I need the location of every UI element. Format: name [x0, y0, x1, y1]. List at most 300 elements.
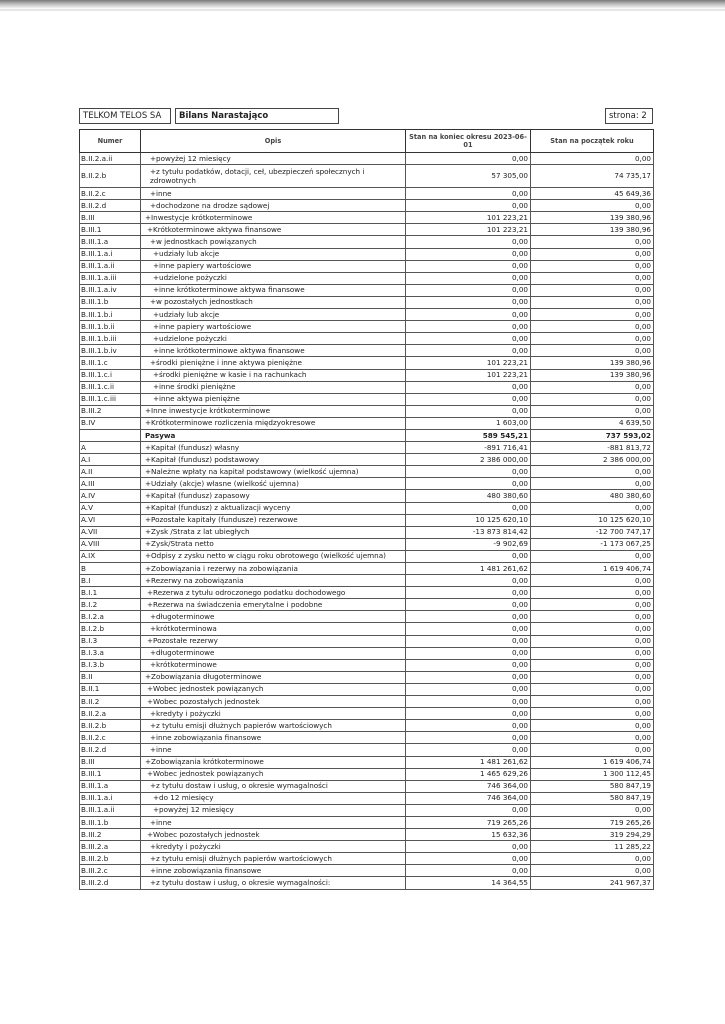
value-start-of-year: 0,00: [531, 200, 654, 212]
value-end-of-period: 0,00: [406, 309, 531, 321]
value-end-of-period: 480 380,60: [406, 490, 531, 502]
row-description: +Należne wpłaty na kapitał podstawowy (wielkość ujemna): [141, 466, 406, 478]
row-code: B.III.1.b.i: [80, 309, 141, 321]
row-code: B.III: [80, 212, 141, 224]
value-start-of-year: 0,00: [531, 296, 654, 308]
table-row: [80, 635, 654, 647]
value-start-of-year: 0,00: [531, 393, 654, 405]
table-row: [80, 502, 654, 514]
row-description: +Zobowiązania i rezerwy na zobowiązania: [141, 563, 406, 575]
table-row: [80, 526, 654, 538]
table-row: [80, 345, 654, 357]
value-end-of-period: 1 481 261,62: [406, 563, 531, 575]
value-end-of-period: -9 902,69: [406, 538, 531, 550]
row-description: +z tytułu emisji dłużnych papierów wartościowych: [141, 853, 406, 865]
table-row: [80, 696, 654, 708]
value-end-of-period: -891 716,41: [406, 442, 531, 454]
table-row: [80, 792, 654, 804]
value-start-of-year: 0,00: [531, 853, 654, 865]
value-end-of-period: 57 305,00: [406, 165, 531, 188]
row-code: B.III.2.a: [80, 841, 141, 853]
value-start-of-year: 580 847,19: [531, 780, 654, 792]
row-description: +Zobowiązania długoterminowe: [141, 671, 406, 683]
row-description: +Wobec jednostek powiązanych: [141, 768, 406, 780]
row-description: +Rezerwa z tytułu odroczonego podatku dochodowego: [141, 587, 406, 599]
row-code: B.III.2: [80, 829, 141, 841]
row-description: +środki pieniężne i inne aktywa pieniężne: [141, 357, 406, 369]
value-end-of-period: 0,00: [406, 720, 531, 732]
value-start-of-year: 0,00: [531, 405, 654, 417]
row-description: +inne zobowiązania finansowe: [141, 732, 406, 744]
row-code: [80, 429, 141, 441]
value-end-of-period: 0,00: [406, 284, 531, 296]
row-code: B.III.1.b.iii: [80, 333, 141, 345]
value-end-of-period: 0,00: [406, 659, 531, 671]
value-start-of-year: -881 813,72: [531, 442, 654, 454]
row-code: B.II.2: [80, 696, 141, 708]
row-code: B.III.1.a.iv: [80, 284, 141, 296]
value-start-of-year: 139 380,96: [531, 224, 654, 236]
value-end-of-period: 0,00: [406, 635, 531, 647]
value-start-of-year: 139 380,96: [531, 369, 654, 381]
row-description: +Rezerwy na zobowiązania: [141, 575, 406, 587]
value-start-of-year: 0,00: [531, 647, 654, 659]
value-end-of-period: 0,00: [406, 296, 531, 308]
row-description: +Kapitał (fundusz) zapasowy: [141, 490, 406, 502]
row-code: B.III.1: [80, 224, 141, 236]
value-end-of-period: 101 223,21: [406, 212, 531, 224]
table-row: [80, 514, 654, 526]
value-end-of-period: 0,00: [406, 623, 531, 635]
row-code: A.VI: [80, 514, 141, 526]
row-description: +długoterminowe: [141, 611, 406, 623]
page-number: strona: 2: [605, 108, 653, 124]
value-end-of-period: 15 632,36: [406, 829, 531, 841]
row-code: B.III.1.a: [80, 780, 141, 792]
value-end-of-period: 0,00: [406, 272, 531, 284]
value-end-of-period: 0,00: [406, 744, 531, 756]
value-end-of-period: 0,00: [406, 466, 531, 478]
table-row: [80, 647, 654, 659]
value-start-of-year: 0,00: [531, 720, 654, 732]
row-code: B.II.2.b: [80, 720, 141, 732]
row-code: B.II.1: [80, 683, 141, 695]
value-start-of-year: 10 125 620,10: [531, 514, 654, 526]
row-description: +inne środki pieniężne: [141, 381, 406, 393]
row-description: +Pozostałe rezerwy: [141, 635, 406, 647]
value-end-of-period: 0,00: [406, 381, 531, 393]
row-code: B.I.2.b: [80, 623, 141, 635]
table-row: [80, 865, 654, 877]
row-description: +powyżej 12 miesięcy: [141, 804, 406, 816]
table-row: [80, 780, 654, 792]
row-description: +kredyty i pożyczki: [141, 841, 406, 853]
value-end-of-period: 0,00: [406, 248, 531, 260]
table-row: [80, 756, 654, 768]
scan-edge-line: [0, 9, 725, 11]
table-row: [80, 732, 654, 744]
row-description: +z tytułu emisji dłużnych papierów wartościowych: [141, 720, 406, 732]
value-start-of-year: 0,00: [531, 804, 654, 816]
row-code: B.IV: [80, 417, 141, 429]
column-header-numer: Numer: [80, 130, 141, 153]
value-start-of-year: 74 735,17: [531, 165, 654, 188]
value-end-of-period: 0,00: [406, 236, 531, 248]
value-end-of-period: 10 125 620,10: [406, 514, 531, 526]
table-row: [80, 829, 654, 841]
row-description: +Odpisy z zysku netto w ciągu roku obrotowego (wielkość ujemna): [141, 550, 406, 562]
row-code: A: [80, 442, 141, 454]
table-row: [80, 575, 654, 587]
value-start-of-year: 0,00: [531, 683, 654, 695]
table-row: [80, 478, 654, 490]
column-header-start-of-year: Stan na początek roku: [531, 130, 654, 153]
value-start-of-year: 0,00: [531, 635, 654, 647]
column-header-opis: Opis: [141, 130, 406, 153]
value-end-of-period: 0,00: [406, 683, 531, 695]
table-row: [80, 248, 654, 260]
row-code: B.I.3.a: [80, 647, 141, 659]
table-row: [80, 490, 654, 502]
row-description: +inne papiery wartościowe: [141, 321, 406, 333]
row-code: B.III.1.a.i: [80, 792, 141, 804]
row-description: +Udziały (akcje) własne (wielkość ujemna): [141, 478, 406, 490]
row-code: B.I.3.b: [80, 659, 141, 671]
column-header-end-of-period: Stan na koniec okresu 2023-06-01: [406, 130, 531, 153]
table-row: [80, 683, 654, 695]
row-description: +udziały lub akcje: [141, 309, 406, 321]
table-row: [80, 357, 654, 369]
table-row: [80, 550, 654, 562]
table-row: [80, 200, 654, 212]
table-row: [80, 563, 654, 575]
value-end-of-period: 1 481 261,62: [406, 756, 531, 768]
value-start-of-year: 2 386 000,00: [531, 454, 654, 466]
value-start-of-year: 737 593,02: [531, 429, 654, 441]
value-end-of-period: 101 223,21: [406, 369, 531, 381]
row-description: +środki pieniężne w kasie i na rachunkach: [141, 369, 406, 381]
row-code: B.III.1.b: [80, 296, 141, 308]
value-end-of-period: 101 223,21: [406, 357, 531, 369]
row-code: B: [80, 563, 141, 575]
value-start-of-year: 0,00: [531, 272, 654, 284]
value-end-of-period: 0,00: [406, 188, 531, 200]
table-row: [80, 744, 654, 756]
table-row: [80, 708, 654, 720]
table-row: [80, 587, 654, 599]
value-start-of-year: 0,00: [531, 744, 654, 756]
row-code: B.III.1.a: [80, 236, 141, 248]
row-code: B.III.1.b.ii: [80, 321, 141, 333]
row-description: +Zysk/Strata netto: [141, 538, 406, 550]
row-description: +Wobec pozostałych jednostek: [141, 696, 406, 708]
table-row: [80, 877, 654, 889]
row-code: A.IV: [80, 490, 141, 502]
row-description: +inne: [141, 188, 406, 200]
value-end-of-period: 0,00: [406, 865, 531, 877]
value-start-of-year: 0,00: [531, 478, 654, 490]
value-end-of-period: 0,00: [406, 345, 531, 357]
value-end-of-period: 101 223,21: [406, 224, 531, 236]
row-description: +Inne inwestycje krótkoterminowe: [141, 405, 406, 417]
table-row: [80, 321, 654, 333]
row-description: +Inwestycje krótkoterminowe: [141, 212, 406, 224]
value-end-of-period: 0,00: [406, 153, 531, 165]
table-row: [80, 429, 654, 441]
table-row: [80, 853, 654, 865]
row-description: +Krótkoterminowe rozliczenia międzyokresowe: [141, 417, 406, 429]
balance-sheet-page: [79, 108, 653, 890]
table-row: [80, 333, 654, 345]
value-start-of-year: 0,00: [531, 550, 654, 562]
value-end-of-period: 0,00: [406, 732, 531, 744]
row-code: B.I.3: [80, 635, 141, 647]
row-description: +udzielone pożyczki: [141, 333, 406, 345]
value-start-of-year: 0,00: [531, 236, 654, 248]
value-start-of-year: 241 967,37: [531, 877, 654, 889]
value-end-of-period: 0,00: [406, 333, 531, 345]
table-row: [80, 369, 654, 381]
table-row: [80, 466, 654, 478]
value-end-of-period: 719 265,26: [406, 816, 531, 828]
table-row: [80, 768, 654, 780]
table-row: [80, 804, 654, 816]
value-start-of-year: 0,00: [531, 321, 654, 333]
row-code: A.IX: [80, 550, 141, 562]
value-end-of-period: 746 364,00: [406, 780, 531, 792]
row-code: B.III.1.c.i: [80, 369, 141, 381]
row-description: +udzielone pożyczki: [141, 272, 406, 284]
row-code: B.III.2.b: [80, 853, 141, 865]
table-header-row: [80, 130, 654, 153]
value-end-of-period: 0,00: [406, 611, 531, 623]
value-start-of-year: 0,00: [531, 248, 654, 260]
value-start-of-year: 45 649,36: [531, 188, 654, 200]
table-row: [80, 212, 654, 224]
value-end-of-period: 0,00: [406, 575, 531, 587]
row-description: +Rezerwa na świadczenia emerytalne i podobne: [141, 599, 406, 611]
value-end-of-period: 0,00: [406, 671, 531, 683]
row-description: +z tytułu dostaw i usług, o okresie wymagalności: [141, 780, 406, 792]
value-end-of-period: 0,00: [406, 696, 531, 708]
row-code: A.V: [80, 502, 141, 514]
row-code: B.II.2.c: [80, 188, 141, 200]
value-end-of-period: 0,00: [406, 647, 531, 659]
table-row: [80, 153, 654, 165]
value-start-of-year: 0,00: [531, 611, 654, 623]
table-row: [80, 841, 654, 853]
report-header: [79, 108, 653, 124]
row-description: +długoterminowe: [141, 647, 406, 659]
value-start-of-year: 0,00: [531, 599, 654, 611]
row-description: +z tytułu podatków, dotacji, ceł, ubezpieczeń społecznych i zdrowotnych: [141, 165, 406, 188]
value-start-of-year: 11 285,22: [531, 841, 654, 853]
table-row: [80, 188, 654, 200]
value-end-of-period: 0,00: [406, 321, 531, 333]
table-row: [80, 417, 654, 429]
value-end-of-period: 589 545,21: [406, 429, 531, 441]
table-row: [80, 538, 654, 550]
value-start-of-year: 0,00: [531, 284, 654, 296]
value-start-of-year: 1 619 406,74: [531, 563, 654, 575]
row-description: +udziały lub akcje: [141, 248, 406, 260]
row-code: B.II.2.d: [80, 200, 141, 212]
table-row: [80, 659, 654, 671]
table-body: [80, 153, 654, 890]
value-start-of-year: 719 265,26: [531, 816, 654, 828]
row-description: +Wobec jednostek powiązanych: [141, 683, 406, 695]
row-description: +inne: [141, 744, 406, 756]
value-start-of-year: 0,00: [531, 345, 654, 357]
row-description: +Zysk /Strata z lat ubiegłych: [141, 526, 406, 538]
row-code: B.III: [80, 756, 141, 768]
value-end-of-period: 0,00: [406, 393, 531, 405]
row-code: B.I.2: [80, 599, 141, 611]
row-code: B.III.1.a.iii: [80, 272, 141, 284]
row-code: B.III.1: [80, 768, 141, 780]
value-start-of-year: 0,00: [531, 587, 654, 599]
table-row: [80, 599, 654, 611]
row-code: B.III.1.c.iii: [80, 393, 141, 405]
row-code: B.II.2.d: [80, 744, 141, 756]
value-start-of-year: -12 700 747,17: [531, 526, 654, 538]
value-end-of-period: 0,00: [406, 200, 531, 212]
row-code: B.III.1.b.iv: [80, 345, 141, 357]
table-row: [80, 272, 654, 284]
row-description: +inne zobowiązania finansowe: [141, 865, 406, 877]
row-code: A.III: [80, 478, 141, 490]
row-description: +w pozostałych jednostkach: [141, 296, 406, 308]
row-code: B.III.2.d: [80, 877, 141, 889]
table-row: [80, 405, 654, 417]
value-end-of-period: 0,00: [406, 550, 531, 562]
table-row: [80, 611, 654, 623]
value-start-of-year: 0,00: [531, 333, 654, 345]
row-code: A.I: [80, 454, 141, 466]
value-end-of-period: 0,00: [406, 260, 531, 272]
value-end-of-period: 0,00: [406, 804, 531, 816]
value-start-of-year: 319 294,29: [531, 829, 654, 841]
value-end-of-period: 0,00: [406, 853, 531, 865]
value-start-of-year: 0,00: [531, 623, 654, 635]
row-code: B.III.1.c.ii: [80, 381, 141, 393]
value-start-of-year: 0,00: [531, 575, 654, 587]
value-end-of-period: 2 386 000,00: [406, 454, 531, 466]
value-start-of-year: 0,00: [531, 381, 654, 393]
row-description: +dochodzone na drodze sądowej: [141, 200, 406, 212]
row-code: B.III.1.a.ii: [80, 260, 141, 272]
value-end-of-period: 1 603,00: [406, 417, 531, 429]
row-description: +krótkoterminowa: [141, 623, 406, 635]
row-description: +inne krótkoterminowe aktywa finansowe: [141, 284, 406, 296]
row-description: +inne aktywa pieniężne: [141, 393, 406, 405]
value-start-of-year: 0,00: [531, 153, 654, 165]
value-start-of-year: 0,00: [531, 708, 654, 720]
row-code: B.III.1.c: [80, 357, 141, 369]
value-start-of-year: -1 173 067,25: [531, 538, 654, 550]
table-row: [80, 816, 654, 828]
value-end-of-period: 0,00: [406, 405, 531, 417]
row-description: +Kapitał (fundusz) z aktualizacji wyceny: [141, 502, 406, 514]
table-row: [80, 671, 654, 683]
table-row: [80, 224, 654, 236]
row-code: B.II: [80, 671, 141, 683]
row-code: B.III.2.c: [80, 865, 141, 877]
row-code: B.I.2.a: [80, 611, 141, 623]
table-row: [80, 236, 654, 248]
value-end-of-period: 0,00: [406, 841, 531, 853]
row-code: B.II.2.c: [80, 732, 141, 744]
value-start-of-year: 0,00: [531, 732, 654, 744]
value-end-of-period: 0,00: [406, 478, 531, 490]
value-end-of-period: 0,00: [406, 599, 531, 611]
row-description: +Kapitał (fundusz) własny: [141, 442, 406, 454]
row-code: B.III.1.b: [80, 816, 141, 828]
row-description: +krótkoterminowe: [141, 659, 406, 671]
row-code: B.III.1.a.i: [80, 248, 141, 260]
value-end-of-period: -13 873 814,42: [406, 526, 531, 538]
row-code: B.III.1.a.ii: [80, 804, 141, 816]
row-code: A.VIII: [80, 538, 141, 550]
table-row: [80, 454, 654, 466]
value-end-of-period: 0,00: [406, 587, 531, 599]
table-row: [80, 623, 654, 635]
value-start-of-year: 0,00: [531, 659, 654, 671]
table-row: [80, 260, 654, 272]
row-description: +inne papiery wartościowe: [141, 260, 406, 272]
row-description: Pasywa: [141, 429, 406, 441]
value-start-of-year: 0,00: [531, 502, 654, 514]
value-start-of-year: 4 639,50: [531, 417, 654, 429]
row-description: +inne: [141, 816, 406, 828]
value-end-of-period: 14 364,55: [406, 877, 531, 889]
table-row: [80, 284, 654, 296]
balance-table: [79, 129, 654, 890]
row-description: +w jednostkach powiązanych: [141, 236, 406, 248]
row-code: B.II.2.b: [80, 165, 141, 188]
row-description: +Pozostałe kapitały (fundusze) rezerwowe: [141, 514, 406, 526]
row-description: +Krótkoterminowe aktywa finansowe: [141, 224, 406, 236]
value-start-of-year: 139 380,96: [531, 357, 654, 369]
row-code: B.I.1: [80, 587, 141, 599]
company-name: TELKOM TELOS SA: [79, 108, 171, 124]
table-row: [80, 381, 654, 393]
row-description: +Zobowiązania krótkoterminowe: [141, 756, 406, 768]
row-code: A.VII: [80, 526, 141, 538]
value-start-of-year: 580 847,19: [531, 792, 654, 804]
value-start-of-year: 0,00: [531, 865, 654, 877]
value-end-of-period: 0,00: [406, 708, 531, 720]
row-description: +do 12 miesięcy: [141, 792, 406, 804]
value-start-of-year: 0,00: [531, 466, 654, 478]
value-start-of-year: 1 300 112,45: [531, 768, 654, 780]
scan-edge-shadow: [0, 0, 725, 9]
row-description: +kredyty i pożyczki: [141, 708, 406, 720]
table-row: [80, 165, 654, 188]
value-start-of-year: 0,00: [531, 309, 654, 321]
value-start-of-year: 0,00: [531, 260, 654, 272]
value-end-of-period: 1 465 629,26: [406, 768, 531, 780]
row-code: B.II.2.a.ii: [80, 153, 141, 165]
row-description: +inne krótkoterminowe aktywa finansowe: [141, 345, 406, 357]
value-start-of-year: 0,00: [531, 671, 654, 683]
table-row: [80, 720, 654, 732]
table-row: [80, 296, 654, 308]
report-title: Bilans Narastająco: [175, 108, 339, 124]
row-code: B.III.2: [80, 405, 141, 417]
value-start-of-year: 0,00: [531, 696, 654, 708]
row-description: +powyżej 12 miesięcy: [141, 153, 406, 165]
